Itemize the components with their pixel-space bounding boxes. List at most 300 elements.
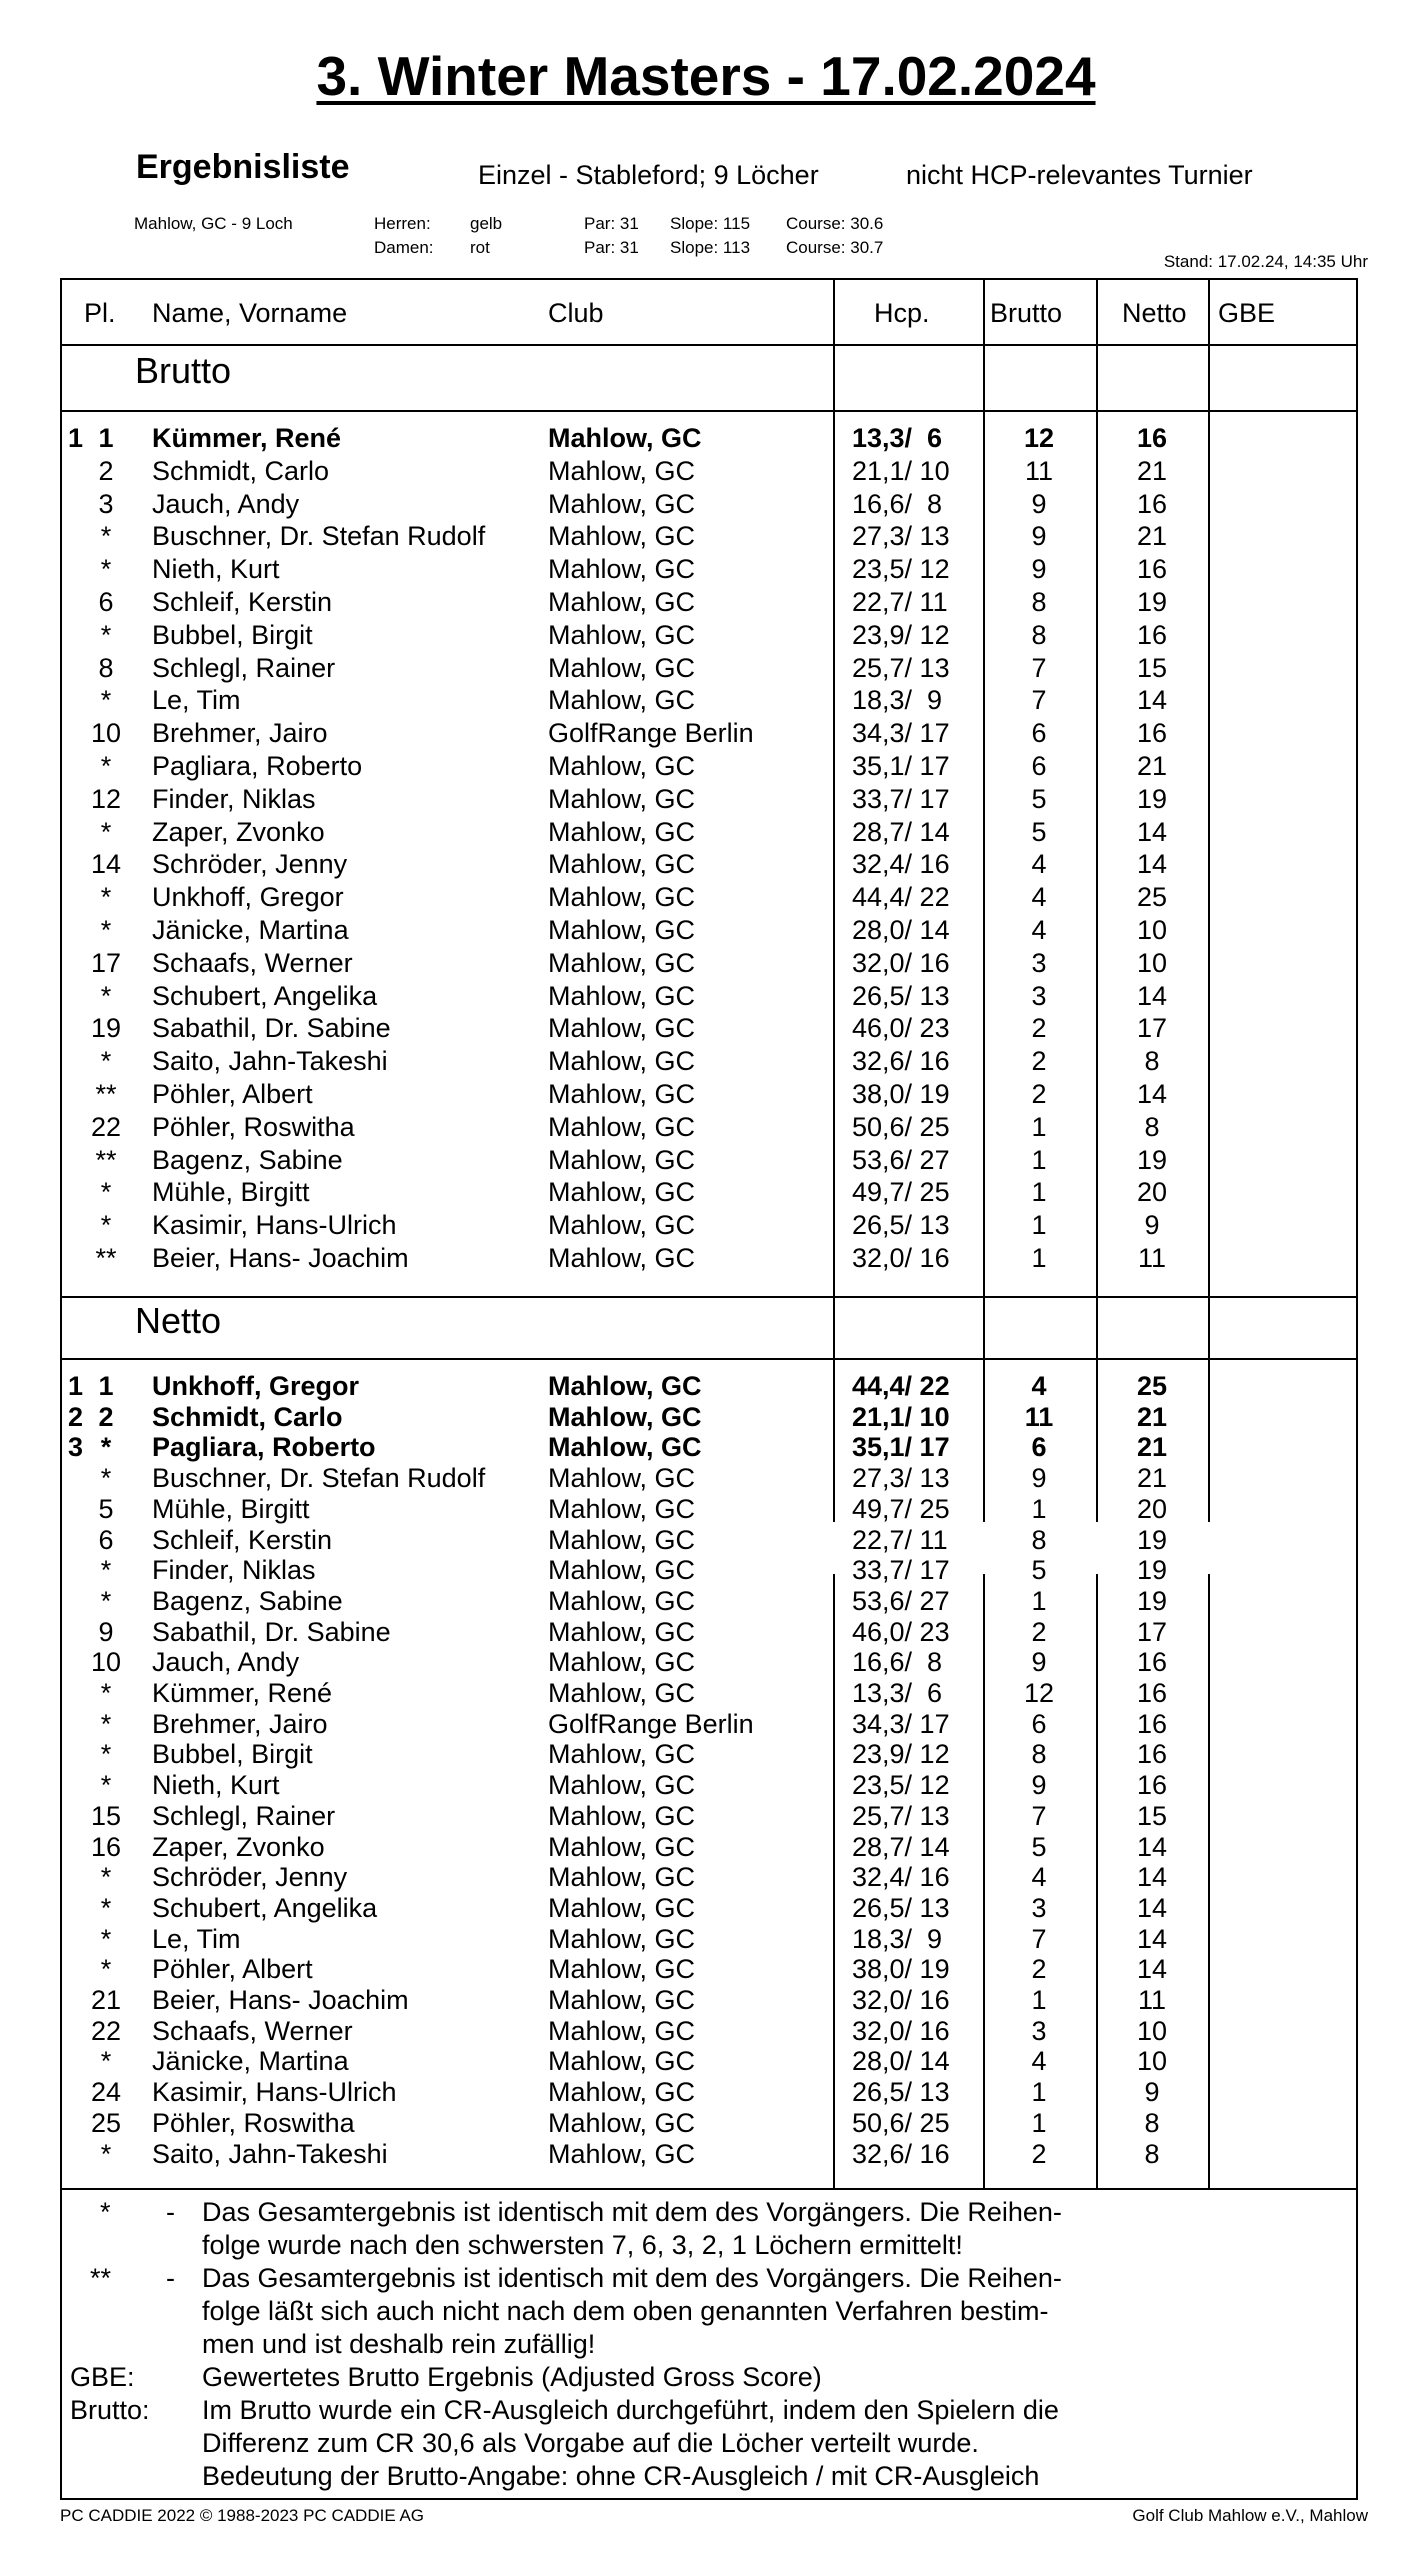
place-cell: 15	[90, 1800, 122, 1831]
name-cell: Schlegl, Rainer	[152, 1800, 336, 1831]
name-cell: Schubert, Angelika	[152, 1892, 378, 1923]
hcp-cell: 22,7/ 11	[852, 1524, 948, 1555]
hcp-cell: 49,7/ 25	[852, 1177, 950, 1208]
table-row	[62, 1861, 1356, 1893]
name-cell: Schaafs, Werner	[152, 2015, 353, 2046]
place-cell: 1	[98, 1371, 114, 1401]
netto-cell: 16	[1136, 1708, 1168, 1739]
place-cell: *	[100, 1046, 112, 1077]
hcp-cell: 44,4/ 22	[852, 1371, 950, 1401]
table-row	[62, 783, 1356, 815]
place-cell: *	[100, 1862, 112, 1893]
club-cell: Mahlow, GC	[548, 915, 696, 945]
table-row	[62, 1242, 1356, 1274]
netto-cell: 14	[1136, 980, 1168, 1011]
place-cell: 5	[98, 1493, 114, 1524]
club-cell: Mahlow, GC	[548, 1111, 696, 1142]
club-cell: GolfRange Berlin	[548, 1708, 754, 1739]
club-cell: Mahlow, GC	[548, 1371, 702, 1401]
brutto-cell: 2	[1031, 1046, 1047, 1077]
brutto-cell: 11	[1024, 455, 1054, 486]
netto-cell: 19	[1136, 1555, 1168, 1586]
brutto-cell: 7	[1031, 652, 1047, 683]
legend-key: GBE:	[70, 2362, 135, 2392]
table-row	[62, 1144, 1356, 1176]
hcp-cell: 21,1/ 10	[852, 1401, 950, 1432]
brutto-cell: 4	[1031, 1862, 1047, 1893]
hcp-cell: 35,1/ 17	[852, 1432, 950, 1463]
divider	[62, 1358, 1356, 1360]
brutto-cell: 3	[1031, 1892, 1047, 1923]
hcp-cell: 27,3/ 13	[852, 1463, 950, 1494]
netto-cell: 17	[1136, 1616, 1168, 1647]
hcp-cell: 13,3/ 6	[852, 1678, 943, 1708]
netto-cell: 10	[1136, 2015, 1168, 2046]
club-cell: Mahlow, GC	[548, 1401, 702, 1432]
brutto-cell: 4	[1031, 882, 1047, 913]
table-row	[62, 652, 1356, 684]
brutto-cell: 1	[1031, 1493, 1047, 1524]
netto-cell: 9	[1144, 2077, 1160, 2108]
netto-cell: 16	[1136, 554, 1168, 585]
name-cell: Bubbel, Birgit	[152, 619, 313, 650]
brutto-cell: 12	[1023, 1678, 1055, 1708]
netto-cell: 10	[1136, 947, 1168, 978]
name-cell: Bagenz, Sabine	[152, 1585, 343, 1616]
club-cell: Mahlow, GC	[548, 849, 696, 880]
name-cell: Brehmer, Jairo	[152, 1708, 328, 1739]
club-cell: Mahlow, GC	[548, 783, 696, 814]
place-cell: 14	[90, 849, 122, 880]
name-cell: Pöhler, Roswitha	[152, 2107, 355, 2138]
tee-slope: Slope: 113	[670, 238, 751, 257]
legend	[60, 2190, 1358, 2500]
club-cell: Mahlow, GC	[548, 1555, 696, 1586]
hcp-cell: 25,7/ 13	[852, 1800, 950, 1831]
brutto-cell: 9	[1031, 1647, 1047, 1678]
name-cell: Schröder, Jenny	[152, 1862, 348, 1893]
course-name: Mahlow, GC - 9 Loch	[134, 214, 293, 233]
table-row	[62, 1111, 1356, 1143]
col-header-hcp: Hcp.	[874, 298, 930, 328]
hcp-cell: 25,7/ 13	[852, 652, 950, 683]
place-cell: *	[100, 882, 112, 913]
club-cell: Mahlow, GC	[548, 1800, 696, 1831]
table-row	[62, 1012, 1356, 1044]
hcp-cell: 28,0/ 14	[852, 915, 950, 945]
place-cell: 8	[98, 652, 114, 683]
netto-cell: 14	[1136, 685, 1168, 716]
name-cell: Kasimir, Hans-Ulrich	[152, 1210, 397, 1241]
brutto-cell: 9	[1031, 1463, 1047, 1494]
netto-cell: 20	[1136, 1177, 1168, 1208]
brutto-cell: 9	[1031, 521, 1047, 552]
place-cell: 1	[98, 423, 114, 453]
col-header-pl: Pl.	[84, 298, 116, 328]
netto-cell: 10	[1136, 2046, 1168, 2077]
brutto-cell: 1	[1031, 1144, 1047, 1175]
name-cell: Jauch, Andy	[152, 1647, 300, 1678]
place-cell: 3	[98, 488, 114, 519]
name-cell: Schröder, Jenny	[152, 849, 348, 880]
hcp-cell: 32,4/ 16	[852, 849, 950, 880]
club-cell: Mahlow, GC	[548, 1647, 696, 1678]
netto-cell: 14	[1136, 1954, 1168, 1985]
hcp-cell: 28,7/ 14	[852, 1831, 950, 1862]
brutto-cell: 1	[1031, 2107, 1047, 2138]
hcp-cell: 38,0/ 19	[852, 1954, 950, 1985]
table-row	[62, 914, 1356, 946]
netto-cell: 20	[1136, 1493, 1168, 1524]
hcp-cell: 53,6/ 27	[852, 1585, 950, 1616]
place-cell: **	[95, 1243, 117, 1273]
netto-cell: 11	[1137, 1985, 1167, 2015]
brutto-cell: 9	[1031, 488, 1047, 519]
netto-cell: 8	[1144, 1111, 1160, 1142]
club-cell: Mahlow, GC	[548, 2138, 696, 2169]
brutto-cell: 7	[1031, 685, 1047, 716]
legend-text: Differenz zum CR 30,6 als Vorgabe auf die Löcher verteilt wurde.	[202, 2428, 979, 2458]
legend-text: men und ist deshalb rein zufällig!	[202, 2329, 596, 2359]
place-cell: **	[95, 1144, 117, 1175]
brutto-cell: 2	[1031, 1079, 1047, 1109]
col-header-club: Club	[548, 298, 604, 328]
place-cell: 6	[98, 587, 114, 617]
hcp-cell: 26,5/ 13	[852, 980, 950, 1011]
club-cell: Mahlow, GC	[548, 455, 696, 486]
club-cell: Mahlow, GC	[548, 1985, 696, 2015]
table-row	[62, 980, 1356, 1012]
brutto-cell: 2	[1031, 2138, 1047, 2169]
table-row	[62, 881, 1356, 913]
table-row	[62, 2138, 1356, 2170]
results-table	[60, 278, 1358, 2190]
hcp-cell: 35,1/ 17	[852, 751, 950, 781]
name-cell: Schmidt, Carlo	[152, 455, 330, 486]
hcp-cell: 32,0/ 16	[852, 1243, 950, 1273]
hcp-cell: 23,9/ 12	[852, 1739, 950, 1770]
name-cell: Schaafs, Werner	[152, 947, 353, 978]
brutto-cell: 1	[1031, 1243, 1047, 1273]
name-cell: Finder, Niklas	[152, 783, 316, 814]
hcp-cell: 26,5/ 13	[852, 1892, 950, 1923]
legend-text: folge läßt sich auch nicht nach dem oben genannten Verfahren bestim-	[202, 2296, 1049, 2326]
place-cell: *	[100, 751, 112, 781]
brutto-cell: 3	[1031, 2015, 1047, 2046]
club-cell: Mahlow, GC	[548, 587, 696, 617]
hcp-cell: 33,7/ 17	[852, 783, 950, 814]
table-row	[62, 1646, 1356, 1678]
netto-cell: 16	[1136, 1647, 1168, 1678]
table-row	[62, 1401, 1356, 1433]
club-cell: Mahlow, GC	[548, 1892, 696, 1923]
name-cell: Kümmer, René	[152, 423, 342, 453]
hcp-cell: 16,6/ 8	[852, 488, 943, 519]
legend-dash: -	[166, 2197, 175, 2227]
hcp-cell: 13,3/ 6	[852, 423, 943, 453]
netto-cell: 19	[1136, 783, 1168, 814]
name-cell: Jauch, Andy	[152, 488, 300, 519]
hcp-cell: 46,0/ 23	[852, 1616, 950, 1647]
hcp-cell: 32,6/ 16	[852, 1046, 950, 1077]
name-cell: Saito, Jahn-Takeshi	[152, 2138, 388, 2169]
table-row	[62, 1585, 1356, 1617]
table-row	[62, 553, 1356, 585]
brutto-cell: 6	[1031, 1432, 1047, 1463]
section-title-brutto: Brutto	[135, 350, 232, 391]
netto-cell: 16	[1136, 423, 1168, 453]
name-cell: Mühle, Birgitt	[152, 1493, 310, 1524]
table-row	[62, 1431, 1356, 1463]
club-cell: Mahlow, GC	[548, 2077, 696, 2108]
table-row	[62, 422, 1356, 454]
table-row	[62, 717, 1356, 749]
club-cell: Mahlow, GC	[548, 1144, 696, 1175]
club-cell: Mahlow, GC	[548, 1862, 696, 1893]
place-cell: 6	[98, 1524, 114, 1555]
table-row	[62, 1708, 1356, 1740]
club-cell: Mahlow, GC	[548, 980, 696, 1011]
netto-cell: 14	[1136, 1862, 1168, 1893]
brutto-cell: 11	[1024, 1401, 1054, 1432]
place-cell: *	[100, 980, 112, 1011]
name-cell: Pöhler, Albert	[152, 1954, 313, 1985]
legend-key: *	[100, 2197, 111, 2227]
name-cell: Nieth, Kurt	[152, 1770, 280, 1801]
brutto-cell: 1	[1031, 1210, 1047, 1241]
place-cell: 24	[90, 2077, 122, 2108]
table-row	[62, 2045, 1356, 2077]
brutto-cell: 7	[1031, 1923, 1047, 1954]
netto-cell: 14	[1136, 1079, 1168, 1109]
legend-key: **	[90, 2263, 112, 2293]
divider	[62, 1296, 1356, 1298]
table-row	[62, 1524, 1356, 1556]
tee-course: Course: 30.7	[786, 238, 884, 257]
netto-cell: 21	[1136, 1463, 1168, 1494]
name-cell: Schlegl, Rainer	[152, 652, 336, 683]
tournament-mode: Einzel - Stableford; 9 Löcher	[478, 160, 819, 190]
club-cell: Mahlow, GC	[548, 554, 696, 585]
place-cell: *	[100, 915, 112, 945]
brutto-cell: 1	[1031, 1111, 1047, 1142]
club-cell: Mahlow, GC	[548, 2015, 696, 2046]
name-cell: Unkhoff, Gregor	[152, 1371, 359, 1401]
name-cell: Nieth, Kurt	[152, 554, 280, 585]
brutto-cell: 5	[1031, 1555, 1047, 1586]
club-cell: Mahlow, GC	[548, 1210, 696, 1241]
rank-cell: 1	[68, 1371, 84, 1401]
name-cell: Le, Tim	[152, 1923, 241, 1954]
netto-cell: 21	[1136, 455, 1168, 486]
place-cell: *	[100, 1892, 112, 1923]
table-row	[62, 1892, 1356, 1924]
hcp-cell: 26,5/ 13	[852, 1210, 950, 1241]
place-cell: 22	[90, 2015, 122, 2046]
club-cell: Mahlow, GC	[548, 1493, 696, 1524]
table-row	[62, 816, 1356, 848]
club-cell: Mahlow, GC	[548, 521, 696, 552]
name-cell: Pagliara, Roberto	[152, 1432, 376, 1463]
name-cell: Zaper, Zvonko	[152, 816, 325, 847]
hcp-cell: 53,6/ 27	[852, 1144, 950, 1175]
brutto-cell: 8	[1031, 619, 1047, 650]
legend-text: Das Gesamtergebnis ist identisch mit dem des Vorgängers. Die Reihen-	[202, 2197, 1062, 2227]
legend-key: Brutto:	[70, 2395, 150, 2425]
name-cell: Zaper, Zvonko	[152, 1831, 325, 1862]
table-row	[62, 1493, 1356, 1525]
netto-cell: 16	[1136, 1770, 1168, 1801]
hcp-cell: 22,7/ 11	[852, 587, 948, 617]
netto-cell: 19	[1136, 1524, 1168, 1555]
hcp-cell: 32,4/ 16	[852, 1862, 950, 1893]
place-cell: 10	[90, 1647, 122, 1678]
name-cell: Kasimir, Hans-Ulrich	[152, 2077, 397, 2108]
brutto-cell: 1	[1031, 1177, 1047, 1208]
hcp-note: nicht HCP-relevantes Turnier	[906, 160, 1253, 190]
club-cell: Mahlow, GC	[548, 1079, 696, 1109]
table-row	[62, 947, 1356, 979]
col-header-name: Name, Vorname	[152, 298, 348, 328]
footer-copyright: PC CADDIE 2022 © 1988-2023 PC CADDIE AG	[60, 2506, 425, 2525]
hcp-cell: 27,3/ 13	[852, 521, 950, 552]
brutto-cell: 12	[1023, 423, 1055, 453]
brutto-cell: 1	[1031, 1585, 1047, 1616]
table-row	[62, 1831, 1356, 1863]
club-cell: Mahlow, GC	[548, 1770, 696, 1801]
table-row	[62, 1045, 1356, 1077]
brutto-cell: 4	[1031, 1371, 1047, 1401]
club-cell: Mahlow, GC	[548, 1678, 696, 1708]
netto-cell: 14	[1136, 1831, 1168, 1862]
divider	[62, 344, 1356, 346]
brutto-cell: 4	[1031, 849, 1047, 880]
place-cell: 21	[90, 1985, 122, 2015]
brutto-cell: 8	[1031, 1524, 1047, 1555]
hcp-cell: 50,6/ 25	[852, 1111, 950, 1142]
name-cell: Jänicke, Martina	[152, 915, 349, 945]
name-cell: Brehmer, Jairo	[152, 718, 328, 749]
legend-text: Das Gesamtergebnis ist identisch mit dem des Vorgängers. Die Reihen-	[202, 2263, 1062, 2293]
netto-cell: 21	[1136, 751, 1168, 781]
name-cell: Unkhoff, Gregor	[152, 882, 344, 913]
netto-cell: 16	[1136, 488, 1168, 519]
name-cell: Schleif, Kerstin	[152, 587, 333, 617]
place-cell: *	[100, 816, 112, 847]
club-cell: Mahlow, GC	[548, 1243, 696, 1273]
tee-par: Par: 31	[584, 214, 639, 233]
name-cell: Saito, Jahn-Takeshi	[152, 1046, 388, 1077]
table-row	[62, 1176, 1356, 1208]
name-cell: Jänicke, Martina	[152, 2046, 349, 2077]
list-subtitle: Ergebnisliste	[136, 148, 350, 186]
hcp-cell: 33,7/ 17	[852, 1555, 950, 1586]
name-cell: Beier, Hans- Joachim	[152, 1243, 409, 1273]
netto-cell: 19	[1136, 1585, 1168, 1616]
club-cell: Mahlow, GC	[548, 2107, 696, 2138]
brutto-cell: 5	[1031, 1831, 1047, 1862]
netto-cell: 8	[1144, 1046, 1160, 1077]
legend-text: folge wurde nach den schwersten 7, 6, 3, 2, 1 Löchern ermittelt!	[202, 2230, 963, 2260]
brutto-cell: 2	[1031, 1013, 1047, 1044]
brutto-cell: 4	[1031, 915, 1047, 945]
place-cell: 9	[98, 1616, 114, 1647]
name-cell: Bagenz, Sabine	[152, 1144, 343, 1175]
netto-cell: 17	[1136, 1013, 1168, 1044]
netto-cell: 21	[1136, 1432, 1168, 1463]
brutto-cell: 6	[1031, 751, 1047, 781]
place-cell: 17	[90, 947, 122, 978]
table-row	[62, 2107, 1356, 2139]
table-row	[62, 1078, 1356, 1110]
page-title: 3. Winter Masters - 17.02.2024	[316, 45, 1096, 107]
name-cell: Finder, Niklas	[152, 1555, 316, 1586]
place-cell: 12	[90, 783, 122, 814]
place-cell: *	[100, 1708, 112, 1739]
netto-cell: 14	[1136, 849, 1168, 880]
hcp-cell: 50,6/ 25	[852, 2107, 950, 2138]
hcp-cell: 32,0/ 16	[852, 1985, 950, 2015]
club-cell: Mahlow, GC	[548, 816, 696, 847]
table-row	[62, 619, 1356, 651]
netto-cell: 14	[1136, 816, 1168, 847]
brutto-cell: 4	[1031, 2046, 1047, 2077]
table-row	[62, 848, 1356, 880]
section-title-netto: Netto	[135, 1300, 222, 1341]
name-cell: Sabathil, Dr. Sabine	[152, 1616, 391, 1647]
club-cell: Mahlow, GC	[548, 1177, 696, 1208]
hcp-cell: 34,3/ 17	[852, 718, 950, 749]
tee-color: gelb	[470, 214, 503, 233]
table-row	[62, 1738, 1356, 1770]
hcp-cell: 21,1/ 10	[852, 455, 950, 486]
hcp-cell: 23,9/ 12	[852, 619, 950, 650]
name-cell: Buschner, Dr. Stefan Rudolf	[152, 1463, 486, 1494]
table-row	[62, 455, 1356, 487]
club-cell: Mahlow, GC	[548, 488, 696, 519]
hcp-cell: 26,5/ 13	[852, 2077, 950, 2108]
club-cell: Mahlow, GC	[548, 947, 696, 978]
place-cell: 2	[98, 1401, 114, 1432]
place-cell: *	[100, 1463, 112, 1494]
netto-cell: 16	[1136, 1739, 1168, 1770]
club-cell: Mahlow, GC	[548, 1831, 696, 1862]
place-cell: *	[100, 1678, 112, 1708]
name-cell: Schleif, Kerstin	[152, 1524, 333, 1555]
hcp-cell: 46,0/ 23	[852, 1013, 950, 1044]
brutto-cell: 1	[1031, 2077, 1047, 2108]
name-cell: Mühle, Birgitt	[152, 1177, 310, 1208]
hcp-cell: 49,7/ 25	[852, 1493, 950, 1524]
club-cell: Mahlow, GC	[548, 1046, 696, 1077]
netto-cell: 19	[1136, 1144, 1168, 1175]
place-cell: *	[100, 554, 112, 585]
brutto-cell: 9	[1031, 554, 1047, 585]
brutto-cell: 6	[1031, 1708, 1047, 1739]
place-cell: *	[100, 521, 112, 552]
hcp-cell: 32,0/ 16	[852, 947, 950, 978]
place-cell: *	[100, 619, 112, 650]
divider	[62, 410, 1356, 412]
name-cell: Pöhler, Roswitha	[152, 1111, 355, 1142]
club-cell: Mahlow, GC	[548, 1432, 702, 1463]
table-row	[62, 1984, 1356, 2016]
table-row	[62, 1616, 1356, 1648]
club-cell: Mahlow, GC	[548, 1739, 696, 1770]
netto-cell: 15	[1136, 1800, 1168, 1831]
netto-cell: 16	[1136, 718, 1168, 749]
rank-cell: 2	[68, 1401, 84, 1432]
